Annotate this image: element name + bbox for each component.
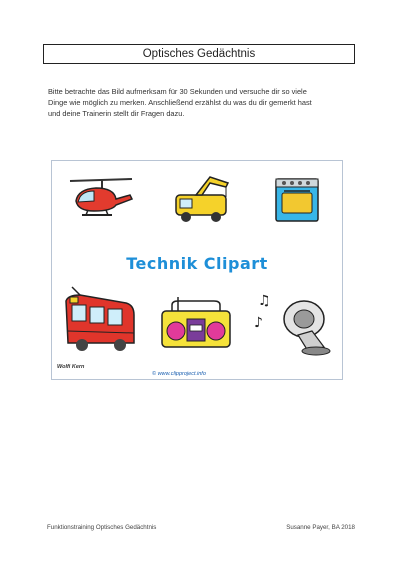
instructions-line: Dinge wie möglich zu merken. Anschließend erzählst du was du dir gemerkt hast (48, 98, 312, 108)
clipart-heading: Technik Clipart (126, 254, 268, 273)
stove-icon (272, 175, 324, 225)
technik-clipart-image (51, 160, 343, 380)
footer-left-text: Funktionstraining Optisches Gedächtnis (47, 524, 157, 531)
svg-text:♪: ♪ (254, 315, 263, 331)
crane-truck-icon (170, 171, 236, 225)
helicopter-icon (66, 175, 136, 223)
instructions-line: und deine Trainerin stellt dir Fragen dazu. (48, 109, 185, 119)
page-title: Optisches Gedächtnis (43, 44, 355, 64)
artist-signature: Wolfi Kern (57, 364, 85, 370)
instructions-paragraph (48, 86, 360, 120)
clipart-credit: © www.clipproject.info (152, 371, 206, 377)
svg-text:♫: ♫ (258, 293, 271, 309)
instructions-line: Bitte betrachte das Bild aufmerksam für 30 Sekunden und versuche dir so viele (48, 87, 307, 96)
loudspeaker-icon (278, 295, 336, 357)
footer-right-text: Susanne Payer, BA 2018 (286, 524, 355, 531)
tram-icon (60, 285, 140, 355)
boombox-icon (158, 295, 234, 351)
